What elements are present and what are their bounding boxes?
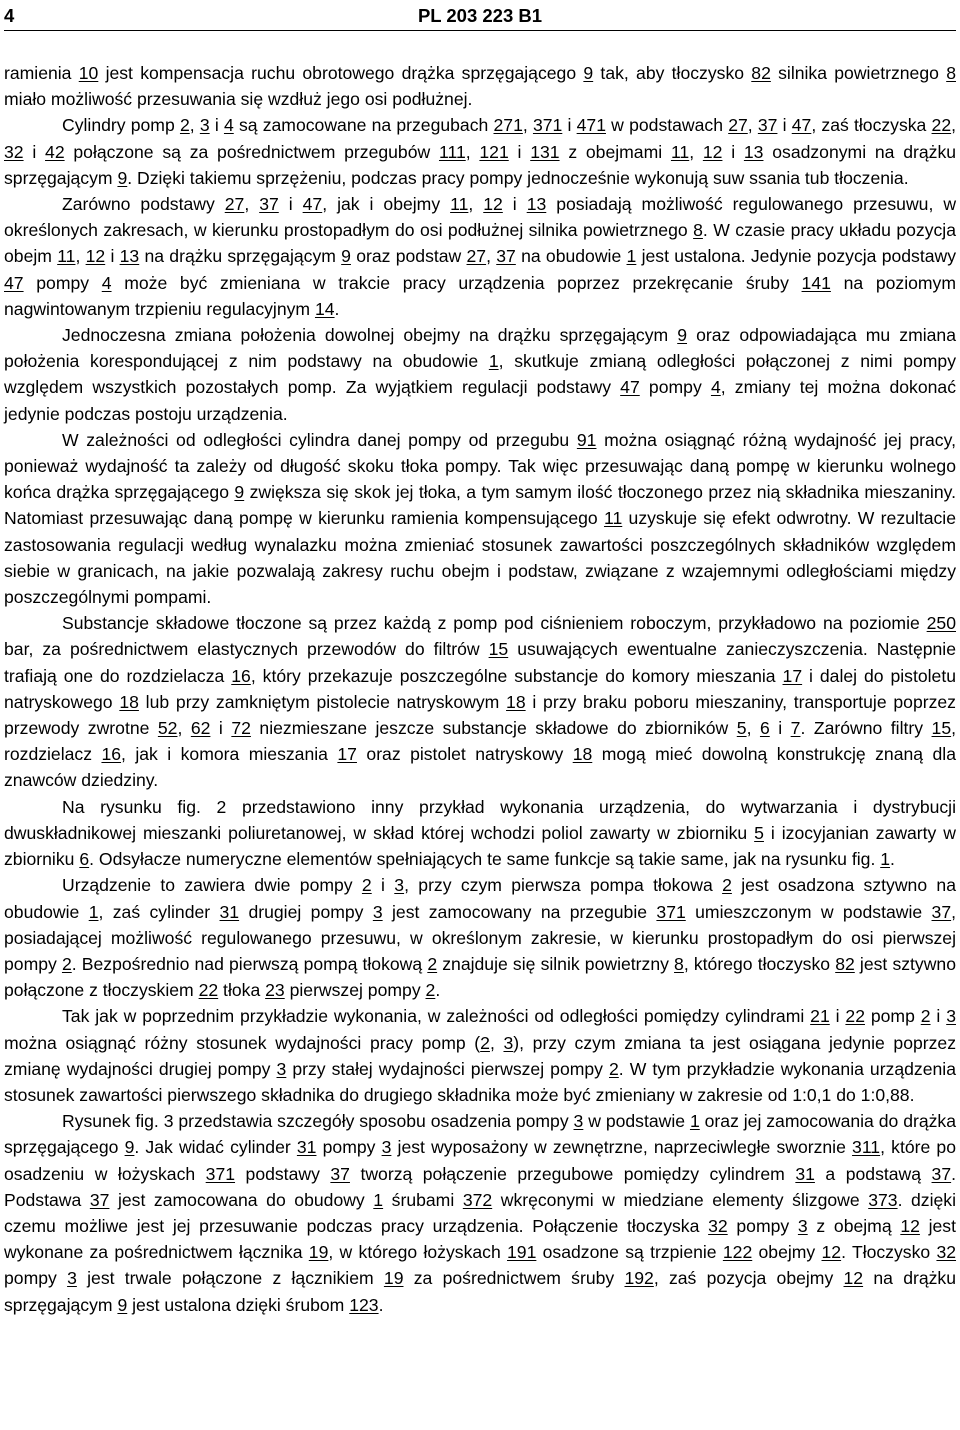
- text-run: jest trwale połączone z łącznikiem: [76, 1268, 384, 1289]
- text-run: są zamocowane na przegubach: [233, 115, 494, 136]
- reference-numeral: 5: [754, 822, 764, 843]
- reference-numeral: 21: [810, 1006, 830, 1027]
- reference-numeral: 10: [78, 63, 99, 83]
- text-run: Na rysunku fig. 2 przedstawiono inny przykład wykonania urządzenia, do wytwarzania i dystrybucji dwuskładnikowej mieszanki poliuretanowej, w skład której wchodzi poliol zawarty w zbiorniku: [4, 796, 956, 843]
- reference-numeral: 5: [736, 718, 747, 739]
- document-id: PL 203 223 B1: [417, 5, 543, 26]
- reference-numeral: 27: [728, 115, 748, 136]
- reference-numeral: 52: [157, 718, 178, 739]
- reference-numeral: 4: [223, 115, 234, 136]
- text-run: zwiększa się skok jej tłoka, a tym samym ilość tłoczonego przez nią składnika mieszaniny. Natomiast przesuwając daną pompę w kierunku ramienia kompensującego: [4, 482, 956, 529]
- reference-numeral: 3: [381, 1137, 392, 1158]
- reference-numeral: 37: [259, 194, 279, 215]
- text-run: , zaś cylinder: [98, 901, 220, 922]
- text-run: pierwszej pompy: [284, 980, 426, 1001]
- reference-numeral: 23: [265, 980, 285, 1001]
- text-run: pompy: [4, 1268, 68, 1289]
- reference-numeral: 15: [931, 718, 952, 739]
- text-run: ,: [486, 246, 497, 267]
- reference-numeral: 12: [483, 194, 503, 215]
- text-run: i: [209, 115, 224, 136]
- text-run: ,: [75, 246, 86, 267]
- reference-numeral: 17: [782, 665, 803, 686]
- text-run: . Tłoczysko: [841, 1242, 937, 1263]
- text-run: jest sztywno połączone z tłoczyskiem: [4, 953, 956, 1001]
- text-run: jest zamocowany na przegubie: [382, 901, 657, 922]
- text-run: ,: [689, 141, 703, 162]
- text-run: . dzięki czemu możliwe jest jej przesuwanie podczas pracy urządzenia. Połączenie tłoczyska: [4, 1189, 956, 1236]
- reference-numeral: 9: [117, 167, 128, 188]
- text-run: i: [371, 875, 395, 896]
- text-run: przy stałej wydajności pierwszej pompy: [286, 1058, 609, 1079]
- reference-numeral: 12: [843, 1268, 864, 1289]
- paragraph: [4, 1003, 956, 1108]
- text-run: , zaś tłoczyska: [811, 115, 932, 136]
- reference-numeral: 62: [190, 718, 211, 739]
- text-run: jest osadzona sztywno na obudowie: [4, 875, 957, 922]
- text-run: z obejmą: [807, 1215, 901, 1236]
- text-run: osadzone są trzpienie: [536, 1242, 723, 1263]
- text-run: i: [508, 141, 531, 162]
- text-run: Substancje składowe tłoczone są przez każdą z pomp pod ciśnieniem roboczym, przykładowo na poziomie: [62, 613, 927, 634]
- text-run: uzyskuje się efekt odwrotny. W rezultacie zastosowania regulacji według wynalazku można zmieniać stosunek zawartości poszczególnych składników względem siebie w granicach, na jakie pozwalają zakresy ruchu obejm i podstaw, związane z wzajemnymi odległościami między poszczególnymi pompami.: [4, 508, 956, 608]
- reference-numeral: 371: [532, 115, 563, 136]
- text-run: i dalej do pistoletu natryskowego: [4, 665, 957, 712]
- text-run: silnika powietrznego: [770, 63, 947, 83]
- text-run: na drążku sprzęgającym: [4, 1268, 956, 1315]
- reference-numeral: 9: [583, 63, 594, 83]
- text-run: i: [829, 1006, 846, 1027]
- text-run: na obudowie: [515, 246, 627, 267]
- reference-numeral: 37: [931, 1163, 952, 1184]
- text-run: połączone są za pośrednictwem przegubów: [64, 141, 439, 162]
- text-run: .: [334, 298, 340, 319]
- reference-numeral: 373: [868, 1189, 898, 1210]
- reference-numeral: 191: [507, 1242, 537, 1263]
- reference-numeral: 7: [790, 718, 801, 739]
- text-run: , jak i komora mieszania: [121, 744, 338, 765]
- text-run: wkręconymi w miedziane elementy ślizgowe: [492, 1189, 869, 1210]
- text-run: pompy: [639, 377, 711, 398]
- text-run: tworzą połączenie przegubowe pomiędzy cylindrem: [349, 1163, 796, 1184]
- text-run: za pośrednictwem śruby: [403, 1268, 625, 1289]
- text-run: niezmieszane jeszcze substancje składowe do zbiorników: [250, 718, 737, 739]
- reference-numeral: 22: [931, 115, 952, 136]
- reference-numeral: 31: [296, 1137, 317, 1158]
- reference-numeral: 9: [124, 1137, 135, 1158]
- reference-numeral: 111: [438, 141, 466, 162]
- text-run: na poziomym nagwintowanym trzpieniu regulacyjnym: [4, 272, 956, 319]
- text-run: jest kompensacja ruchu obrotowego drążka sprzęgającego: [98, 63, 584, 83]
- reference-numeral: 12: [900, 1215, 920, 1236]
- reference-numeral: 3: [372, 901, 383, 922]
- reference-numeral: 2: [61, 953, 72, 974]
- reference-numeral: 11: [670, 141, 690, 162]
- text-run: ramienia: [4, 63, 79, 83]
- text-run: miało możliwość przesuwania się wzdłuż jego osi podłużnej.: [4, 89, 473, 110]
- text-run: . W czasie pracy układu pozycja obejm: [4, 220, 956, 267]
- text-run: , jak i obejmy: [322, 194, 451, 215]
- reference-numeral: 372: [462, 1189, 493, 1210]
- page-header: [4, 4, 956, 31]
- reference-numeral: 6: [759, 718, 770, 739]
- reference-numeral: 250: [926, 613, 956, 634]
- text-run: osadzonymi na drążku sprzęgającym: [4, 141, 957, 188]
- text-run: .: [890, 849, 895, 870]
- reference-numeral: 32: [4, 141, 24, 162]
- text-run: znajduje się silnik powietrzny: [437, 953, 675, 974]
- reference-numeral: 3: [797, 1215, 808, 1236]
- reference-numeral: 16: [231, 665, 251, 686]
- text-run: . Odsyłacze numeryczne elementów spełniających te same funkcje są takie same, jak na rysunku fig.: [89, 849, 881, 870]
- text-run: jest wykonane za pośrednictwem łącznika: [4, 1215, 956, 1263]
- reference-numeral: 4: [710, 377, 721, 398]
- text-run: pompy: [727, 1215, 798, 1236]
- reference-numeral: 2: [480, 1032, 490, 1053]
- paragraph: [4, 794, 956, 873]
- reference-numeral: 14: [314, 298, 335, 319]
- text-run: jest zamocowana do obudowy: [109, 1189, 374, 1210]
- reference-numeral: 47: [4, 272, 24, 293]
- reference-numeral: 471: [576, 115, 606, 136]
- text-run: i: [930, 1006, 947, 1027]
- text-run: jest ustalona dzięki śrubom: [127, 1294, 350, 1315]
- text-run: i przy braku poboru mieszaniny, transportuje poprzez przewody zwrotne: [4, 691, 956, 739]
- text-run: ,: [489, 1032, 504, 1053]
- text-run: lub przy zamkniętym pistolecie natryskowym: [138, 691, 507, 712]
- text-run: oraz podstaw: [350, 246, 467, 267]
- reference-numeral: 11: [450, 194, 469, 215]
- reference-numeral: 3: [276, 1058, 287, 1079]
- text-run: i: [23, 141, 46, 162]
- reference-numeral: 37: [330, 1163, 350, 1184]
- reference-numeral: 72: [231, 718, 251, 739]
- reference-numeral: 91: [576, 429, 597, 450]
- reference-numeral: 13: [119, 246, 140, 267]
- text-run: z obejmami: [559, 141, 671, 162]
- text-run: , posiadającej możliwość regulowanego przesuwu, w określonym zakresie, w kierunku prostopadłym do osi pierwszej pompy: [4, 901, 956, 974]
- reference-numeral: 31: [795, 1163, 815, 1184]
- text-run: i: [777, 115, 792, 136]
- reference-numeral: 122: [722, 1242, 753, 1263]
- text-run: . Zarówno filtry: [800, 718, 932, 739]
- reference-numeral: 12: [702, 141, 723, 162]
- text-run: ,: [951, 115, 957, 136]
- text-run: można osiągnąć różną wydajność jej pracy, ponieważ wydajność ta zależy od długość skoku tłoka pompy. Tak więc przesuwając daną pompę w kierunku wolnego końca drążka sprzęgającego: [4, 429, 956, 503]
- reference-numeral: 47: [791, 115, 812, 136]
- text-run: Rysunek fig. 3 przedstawia szczegóły sposobu osadzenia pompy: [62, 1111, 574, 1132]
- reference-numeral: 9: [234, 482, 245, 503]
- reference-numeral: 131: [530, 141, 560, 162]
- text-run: ,: [747, 115, 758, 136]
- reference-numeral: 37: [89, 1189, 110, 1210]
- reference-numeral: 27: [466, 246, 487, 267]
- text-run: , przy czym pierwsza pompa tłokowa: [404, 875, 723, 896]
- paragraph: [4, 610, 956, 793]
- reference-numeral: 3: [199, 115, 210, 136]
- text-run: oraz pistolet natryskowy: [356, 744, 573, 765]
- reference-numeral: 2: [179, 115, 190, 136]
- text-run: jest ustalona. Jedynie pozycja podstawy: [636, 246, 957, 267]
- text-run: Urządzenie to zawiera dwie pompy: [62, 875, 362, 896]
- text-run: i: [769, 718, 791, 739]
- reference-numeral: 42: [45, 141, 65, 162]
- text-run: pomp: [864, 1006, 921, 1027]
- reference-numeral: 3: [503, 1032, 514, 1053]
- reference-numeral: 2: [609, 1058, 619, 1079]
- reference-numeral: 18: [572, 744, 593, 765]
- text-run: można osiągnąć różny stosunek wydajności pracy pomp (: [4, 1032, 481, 1053]
- reference-numeral: 1: [488, 351, 499, 372]
- reference-numeral: 2: [920, 1006, 931, 1027]
- reference-numeral: 18: [119, 691, 139, 712]
- text-run: ), przy czym zmiana ta jest osiągana jedynie poprzez zmianę wydajności drugiej pompy: [4, 1032, 956, 1079]
- paragraph: [4, 872, 956, 1003]
- reference-numeral: 19: [383, 1268, 404, 1289]
- text-run: Zarówno podstawy: [62, 194, 225, 215]
- page-number: 4: [4, 5, 15, 26]
- text-run: ,: [468, 194, 484, 215]
- text-run: Jednoczesna zmiana położenia dowolnej obejmy na drążku sprzęgającym: [62, 325, 678, 346]
- reference-numeral: 19: [308, 1242, 329, 1263]
- text-run: ,: [522, 115, 533, 136]
- text-run: Cylindry pomp: [62, 115, 180, 136]
- reference-numeral: 192: [624, 1268, 654, 1289]
- reference-numeral: 22: [845, 1006, 865, 1027]
- reference-numeral: 8: [946, 63, 956, 83]
- paragraph: [4, 60, 956, 112]
- reference-numeral: 31: [219, 901, 240, 922]
- reference-numeral: 13: [526, 194, 547, 215]
- text-run: ,: [189, 115, 200, 136]
- text-run: a podstawą: [814, 1163, 932, 1184]
- reference-numeral: 82: [835, 953, 855, 974]
- text-run: , które po osadzeniu w łożyskach: [4, 1137, 956, 1184]
- reference-numeral: 32: [708, 1215, 728, 1236]
- text-run: oraz odpowiadająca mu zmiana położenia korespondującej z nim podstawy na obudowie: [4, 325, 956, 372]
- reference-numeral: 141: [801, 272, 831, 293]
- text-run: usuwających ewentualne zanieczyszczenia. Następnie trafiają one do rozdzielacza: [4, 639, 956, 686]
- text-run: , w którego łożyskach: [328, 1242, 508, 1263]
- text-run: , zaś pozycja obejmy: [653, 1268, 844, 1289]
- text-run: posiadają możliwość regulowanego przesuwu, w określonych zakresach, w kierunku prostopadłym do osi podłużnej silnika powietrznego: [4, 194, 957, 241]
- reference-numeral: 2: [361, 875, 372, 896]
- text-run: . Bezpośrednio nad pierwszą pompą tłokową: [71, 953, 428, 974]
- reference-numeral: 9: [341, 246, 351, 267]
- paragraph: [4, 112, 956, 191]
- text-run: drugiej pompy: [239, 901, 373, 922]
- reference-numeral: 47: [620, 377, 640, 398]
- reference-numeral: 2: [722, 875, 732, 896]
- reference-numeral: 11: [603, 508, 623, 529]
- reference-numeral: 47: [302, 194, 323, 215]
- reference-numeral: 1: [880, 849, 891, 870]
- text-run: i: [210, 718, 232, 739]
- reference-numeral: 12: [821, 1242, 842, 1263]
- text-run: oraz jej zamocowania do drążka sprzęgającego: [4, 1111, 957, 1158]
- text-run: obejmy: [752, 1242, 822, 1263]
- reference-numeral: 17: [337, 744, 357, 765]
- text-run: i: [105, 246, 120, 267]
- reference-numeral: 4: [101, 272, 112, 293]
- text-run: pompy: [316, 1137, 382, 1158]
- text-run: i izocyjanian zawarty w zbiorniku: [4, 822, 957, 870]
- reference-numeral: 6: [79, 849, 90, 870]
- reference-numeral: 121: [479, 141, 509, 162]
- reference-numeral: 37: [757, 115, 778, 136]
- reference-numeral: 15: [488, 639, 509, 660]
- text-run: . Dzięki takiemu sprzężeniu, podczas pracy pompy jednocześnie wykonują suw ssania tub tłoczenia.: [127, 167, 909, 188]
- text-run: . W tym przykładzie wykonania urządzenia stosunek zawartości pierwszego składnika do drugiego składnika może być zmieniany w zakresie od 1:0,1 do 1:0,88.: [4, 1058, 956, 1105]
- text-run: podstawy: [235, 1163, 331, 1184]
- paragraph: [4, 1108, 956, 1318]
- reference-numeral: 123: [349, 1294, 379, 1315]
- text-run: , który przekazuje poszczególne substancje do komory mieszania: [250, 665, 783, 686]
- text-run: w podstawie: [583, 1111, 690, 1132]
- reference-numeral: 3: [573, 1111, 584, 1132]
- reference-numeral: 371: [656, 901, 686, 922]
- reference-numeral: 22: [198, 980, 219, 1001]
- text-run: na drążku sprzęgającym: [139, 246, 342, 267]
- reference-numeral: 311: [852, 1137, 881, 1158]
- text-run: Tak jak w poprzednim przykładzie wykonania, w zależności od odległości pomiędzy cylindrami: [62, 1006, 811, 1027]
- reference-numeral: 3: [394, 875, 405, 896]
- text-run: tak, aby tłoczysko: [593, 63, 752, 83]
- text-run: . Podstawa: [4, 1163, 956, 1210]
- reference-numeral: 3: [946, 1006, 956, 1027]
- text-run: , którego tłoczysko: [683, 953, 836, 974]
- reference-numeral: 1: [689, 1111, 700, 1132]
- text-run: , rozdzielacz: [4, 718, 956, 765]
- text-run: , zmiany tej można dokonać jedynie podczas postoju urządzenia.: [4, 377, 956, 424]
- reference-numeral: 8: [674, 953, 684, 974]
- paragraph: [4, 427, 956, 610]
- reference-numeral: 3: [67, 1268, 77, 1289]
- reference-numeral: 32: [936, 1242, 957, 1263]
- paragraph: [4, 191, 956, 322]
- text-run: jest wyposażony w zewnętrzne, naprzeciwległe sworznie: [391, 1137, 853, 1158]
- text-run: .: [435, 980, 441, 1001]
- reference-numeral: 12: [85, 246, 106, 267]
- text-run: W zależności od odległości cylindra danej pompy od przegubu: [62, 429, 577, 450]
- reference-numeral: 371: [205, 1163, 236, 1184]
- text-run: bar, za pośrednictwem elastycznych przewodów do filtrów: [4, 639, 489, 660]
- reference-numeral: 13: [743, 141, 764, 162]
- reference-numeral: 2: [425, 980, 436, 1001]
- reference-numeral: 11: [57, 246, 76, 267]
- text-run: mogą mieć dowolną konstrukcję znaną dla znawców dziedziny.: [4, 744, 956, 791]
- reference-numeral: 1: [88, 901, 99, 922]
- reference-numeral: 27: [224, 194, 245, 215]
- reference-numeral: 9: [117, 1294, 128, 1315]
- text-run: ,: [244, 194, 260, 215]
- text-run: i: [502, 194, 527, 215]
- reference-numeral: 37: [496, 246, 516, 267]
- text-run: .: [378, 1294, 384, 1315]
- reference-numeral: 18: [506, 691, 526, 712]
- text-run: i: [278, 194, 303, 215]
- body-text: [4, 60, 956, 1318]
- text-run: , skutkuje zmianą odległości połączonej z nimi pompy względem wszystkich pozostałych pomp. Za wyjątkiem regulacji podstawy: [4, 351, 956, 398]
- reference-numeral: 2: [427, 953, 438, 974]
- reference-numeral: 82: [751, 63, 771, 83]
- text-run: tłoka: [218, 980, 266, 1001]
- reference-numeral: 271: [493, 115, 523, 136]
- reference-numeral: 1: [626, 246, 637, 267]
- text-run: ,: [465, 141, 480, 162]
- text-run: i: [722, 141, 744, 162]
- text-run: ,: [177, 718, 191, 739]
- reference-numeral: 1: [373, 1189, 384, 1210]
- text-run: . Jak widać cylinder: [134, 1137, 297, 1158]
- reference-numeral: 9: [677, 325, 688, 346]
- reference-numeral: 37: [931, 901, 952, 922]
- text-run: w podstawach: [605, 115, 729, 136]
- text-run: pompy: [23, 272, 102, 293]
- text-run: i: [562, 115, 577, 136]
- text-run: ,: [746, 718, 760, 739]
- text-run: może być zmieniana w trakcie pracy urządzenia poprzez przekręcanie śruby: [111, 272, 802, 293]
- reference-numeral: 16: [101, 744, 122, 765]
- text-run: umieszczonym w podstawie: [685, 901, 932, 922]
- text-run: śrubami: [383, 1189, 463, 1210]
- reference-numeral: 8: [693, 220, 703, 241]
- paragraph: [4, 322, 956, 427]
